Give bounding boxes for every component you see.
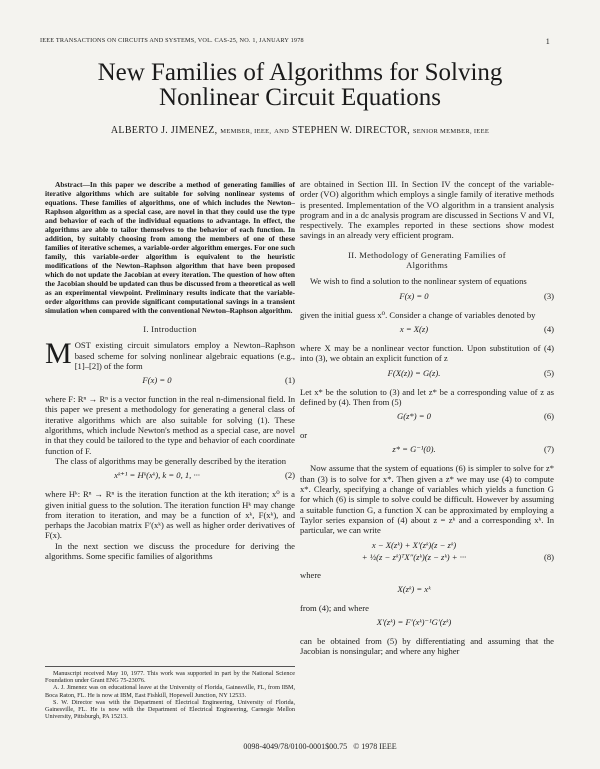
intro-paragraph-1 <box>45 337 295 371</box>
or-connector: or <box>300 430 308 441</box>
equation-8-line-2: + ½(z − zᵏ)ᵀX″(zᵏ)(z − zᵏ) + ··· <box>361 551 467 562</box>
author-2-grade: SENIOR MEMBER, IEEE <box>412 128 490 135</box>
title-line-1: New Families of Algorithms for Solving <box>97 59 503 86</box>
author-1-grade: MEMBER, IEEE, <box>220 128 272 135</box>
equation-2 <box>45 470 295 485</box>
drop-cap: M <box>45 337 72 371</box>
equation-5-body: F(X(z)) = G(z). <box>387 367 441 378</box>
right-paragraph-7: from (4); and where <box>300 602 369 613</box>
page-number: 1 <box>545 37 550 46</box>
equation-10-body: X′(zᵏ) = F′(xᵏ)⁻¹G′(zᵏ) <box>376 617 452 628</box>
intro-paragraph-5: In the next section we discuss the procedure for deriving the algorithms. Some specific families of algorithms <box>45 540 295 562</box>
where-connector-1: where <box>300 569 321 580</box>
equation-8 <box>300 540 554 566</box>
equation-1 <box>45 375 295 390</box>
author-2-name: STEPHEN W. DIRECTOR, <box>291 125 410 136</box>
right-paragraph-8: can be obtained from (5) by differentiating and assuming that the Jacobian is nonsingular; and where any higher <box>300 636 554 657</box>
right-paragraph-1: are obtained in Section III. In Section IV the concept of the variable-order (VO) algorithm which employs a single family of iterative methods is presented. Implementation of the VO algorithm in a transient analysis program and in a dc analysis program are discussed in Sections V and VI, respectively. The examples reported in these sections show modest savings in an already very efficient program. <box>300 179 554 241</box>
right-paragraph-5: Let x* be the solution to (3) and let z* be a corresponding value of z as defined by (4). Then from (5) <box>300 386 554 407</box>
abstract: Abstract—In this paper we describe a method of generating families of iterative algorithms which are suitable for solving nonlinear systems of equations. These families of algorithms, one of which includes the Newton–Raphson algorithm as a special case, are novel in that they could use the type and behavior of each of the individual equations to advantage. In effect, the algorithms are able to tailor themselves to the behavior of each function. In addition, by suitably choosing from among the members of one of these families of iterative schemes, a variable-order algorithm emerges. For one such family, this variable-order algorithm is equivalent to the heuristic modifications of the Newton–Raphson algorithm that have been proposed which do not update the Jacobian at every iteration. The question of how often the Jacobian should be updated can thus be discussed from a theoretical as well as an experimental viewpoint. Preliminary results indicate that the variable-order algorithms can provide significant computational savings in a transient simulation when compared with the conventional Newton–Raphson algorithm. <box>45 180 296 315</box>
right-paragraph-2: We wish to find a solution to the nonlinear system of equations <box>310 276 527 287</box>
right-paragraph-3: given the initial guess x⁰. Consider a change of variables denoted by <box>300 309 536 320</box>
title-line-2: Nonlinear Circuit Equations <box>159 84 441 111</box>
intro-paragraph-4: where Hᵏ: Rⁿ → Rⁿ is the iteration function at the kth iteration; x⁰ is a given initial guess to the solution. The iteration function Hᵏ may change from iteration to iteration, and may be a function of xᵏ, F(xᵏ), and perhaps the Jacobian matrix F′(xᵏ) as well as higher order derivatives of F(x). <box>45 489 295 541</box>
equation-4 <box>300 324 554 339</box>
equation-3-number: (3) <box>543 290 554 301</box>
equation-6 <box>300 411 554 426</box>
equation-2-number: (2) <box>284 470 295 481</box>
equation-9 <box>300 584 554 599</box>
intro-paragraph-2: where F: Rⁿ → Rⁿ is a vector function in the real n-dimensional field. In this paper we present a methodology for generating a general class of iterative algorithms which are also suitable for solving (1). These algorithms, which include Newton's method as a special case, are novel in that they could be tailored to the type and behavior of each coordinate function of F. <box>45 394 295 456</box>
equation-1-number: (1) <box>284 375 295 386</box>
right-paragraph-4: where X may be a nonlinear vector function. Upon substitution of (4) into (3), we obtain an explicit function of z <box>300 342 554 364</box>
equation-4-number: (4) <box>543 323 554 334</box>
section-2-heading-line-2: Algorithms <box>406 260 448 271</box>
equation-6-body: G(z*) = 0 <box>397 411 431 422</box>
equation-7-number: (7) <box>543 444 554 455</box>
footnote-manuscript: Manuscript received May 10, 1977. This work was supported in part by the National Science Foundation under Grant ENG 75-23076. <box>45 670 295 685</box>
equation-2-body: xᵏ⁺¹ = Hᵏ(xᵏ), k = 0, 1, ··· <box>114 470 200 481</box>
paper-title <box>40 60 560 110</box>
author-conjunction: AND <box>274 128 290 135</box>
equation-8-number: (8) <box>543 551 554 562</box>
section-1-heading: I. Introduction <box>143 324 197 334</box>
section-2-heading <box>300 250 554 271</box>
copyright-line <box>210 742 430 751</box>
equation-10 <box>300 617 554 632</box>
equation-8-line-1: x − X(zᵏ) + X′(zᵏ)(z − zᵏ) <box>371 539 457 550</box>
equation-7-body: z* = G⁻¹(0). <box>392 444 436 455</box>
equation-5 <box>300 368 554 383</box>
equation-6-number: (6) <box>543 411 554 422</box>
author-1-name: ALBERTO J. JIMENEZ, <box>110 125 218 136</box>
footnote-author-1: A. J. Jimenez was on educational leave at the University of Florida, Gainesville, FL, from IBM, Boca Raton, FL. He is now at IBM, East Fishkill, Hopewell Junction, NY 12533. <box>45 684 295 699</box>
running-header <box>40 37 550 44</box>
journal-line: IEEE TRANSACTIONS ON CIRCUITS AND SYSTEMS, VOL. CAS-25, NO. 1, JANUARY 1978 <box>40 37 304 44</box>
equation-3 <box>300 291 554 306</box>
equation-1-body: F(x) = 0 <box>142 375 172 386</box>
issn-code: 0098-4049/78/0100-0001$00.75 <box>243 742 348 751</box>
equation-3-body: F(x) = 0 <box>399 290 429 301</box>
footnotes <box>45 666 295 720</box>
equation-4-body: x = X(z) <box>399 323 429 334</box>
right-column <box>300 179 554 657</box>
intro-paragraph-3: The class of algorithms may be generally described by the iteration <box>55 455 286 466</box>
intro-paragraph-1-text: OST existing circuit simulators employ a Newton–Raphson based scheme for solving nonlinear algebraic equations (e.g., [1]–[2]) of the form <box>74 340 295 371</box>
section-2-heading-line-1: II. Methodology of Generating Families of <box>348 249 506 260</box>
equation-9-body: X(zᵏ) = xᵏ <box>397 583 431 594</box>
equation-7 <box>300 444 554 459</box>
left-column <box>45 180 295 561</box>
right-paragraph-6: Now assume that the system of equations (6) is simpler to solve for z* than (3) is to solve for x*. Then given a z* we may use (4) to compute x*. Clearly, specifying a change of variables which yields a function G for which (6) is simple to solve could be difficult. However by assuming a suitable function G, a function X can be approximated by employing a Taylor series expansion of (4) about z = zᵏ and a corresponding xᵏ. In particular, we can write <box>300 463 554 536</box>
footnote-author-2: S. W. Director was with the Department of Electrical Engineering, University of Florida, Gainesville, FL. He is now with the Department of Electrical Engineering, Carnegie Mellon University, Pittsburgh, PA 15213. <box>45 698 295 721</box>
author-line <box>40 125 560 136</box>
equation-5-number: (5) <box>543 367 554 378</box>
copyright-notice: © 1978 IEEE <box>353 742 397 751</box>
